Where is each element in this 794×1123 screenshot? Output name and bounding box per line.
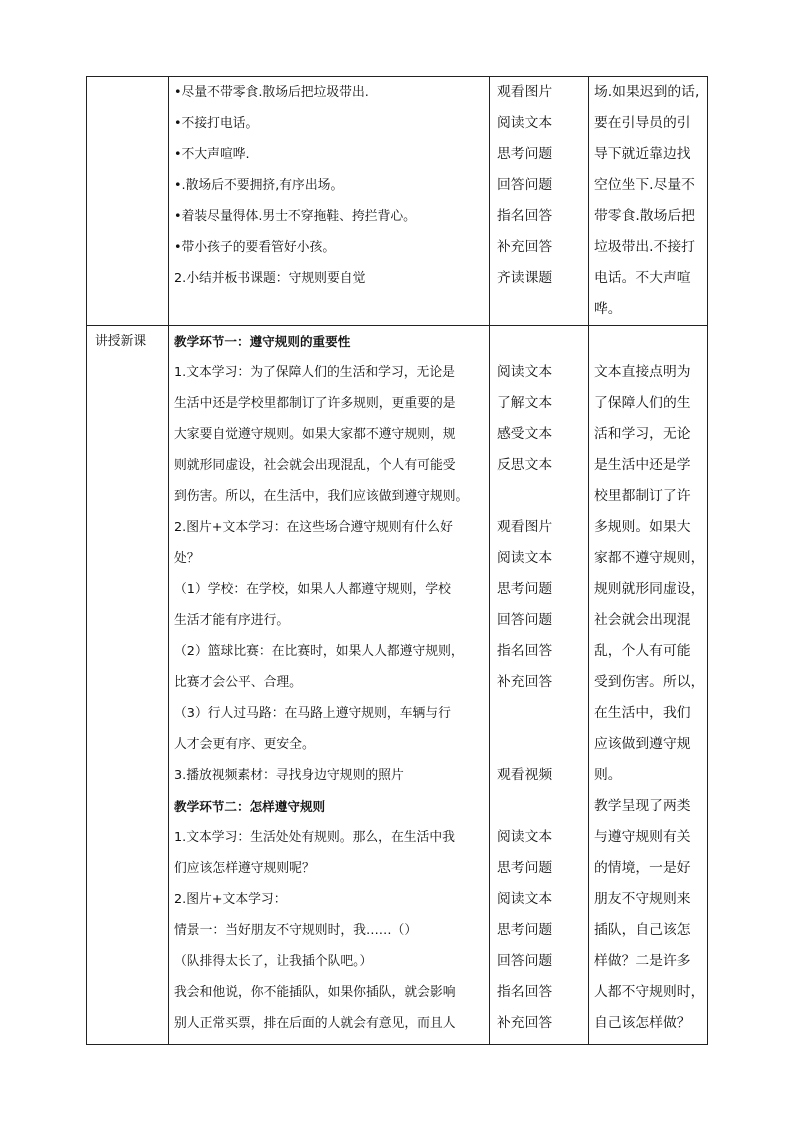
section-heading: 教学环节一：遵守规则的重要性	[174, 334, 351, 349]
activity-line: 阅读文本	[497, 829, 553, 845]
intent-line: 在生活中，我们	[594, 705, 691, 721]
intent-line: 场.如果迟到的话,	[594, 84, 700, 100]
intent-line: 多规则。如果大	[594, 519, 691, 535]
content-line: 别人正常买票，排在后面的人就会有意见，而且人	[174, 1016, 456, 1031]
intent-line: 空位坐下.尽量不	[594, 177, 695, 193]
intent-line: 是生活中还是学	[594, 457, 691, 473]
activity-line: 补充回答	[497, 674, 553, 690]
activity-line: 思考问题	[497, 146, 553, 162]
activity-line: 观看视频	[497, 767, 553, 783]
content-line: 1.文本学习：为了保障人们的生活和学习，无论是	[174, 365, 455, 380]
intent-line: 人都不守规则时，	[594, 984, 705, 1000]
content-line: •不接打电话。	[174, 116, 259, 131]
intent-line: 与遵守规则有关	[594, 829, 691, 845]
activity-line: 回答问题	[497, 177, 553, 193]
activity-line	[497, 698, 584, 729]
table-row	[87, 77, 708, 326]
activity-line: 思考问题	[497, 860, 553, 876]
table-row	[87, 326, 708, 1045]
activity-line: 阅读文本	[497, 364, 553, 380]
content-line: 生活才能有序进行。	[174, 613, 290, 628]
activity-line: 阅读文本	[497, 115, 553, 131]
intent-line: 插队，自己该怎	[594, 922, 691, 938]
content-line: 们应该怎样遵守规则呢？	[174, 861, 315, 876]
intent-line: 受到伤害。所以，	[594, 674, 705, 690]
intent-line: 了保障人们的生	[594, 395, 691, 411]
activity-line: 补充回答	[497, 239, 553, 255]
student-activity-cell	[490, 77, 589, 326]
intent-line: 文本直接点明为	[594, 364, 691, 380]
content-line: 到伤害。所以，在生活中，我们应该做到遵守规则。	[174, 489, 469, 504]
activity-line: 齐读课题	[497, 270, 553, 286]
content-cell	[169, 77, 490, 326]
intent-line: 哗。	[594, 301, 622, 317]
content-line: 则就形同虚设，社会就会出现混乱，个人有可能受	[174, 458, 456, 473]
intent-line: 规则就形同虚设，	[594, 581, 705, 597]
content-line: （1）学校：在学校，如果人人都遵守规则，学校	[174, 582, 451, 597]
intent-line: 家都不遵守规则，	[594, 550, 705, 566]
design-intent-cell	[589, 326, 708, 1045]
lesson-plan-table	[86, 76, 708, 1045]
intent-line: 要在引导员的引	[594, 115, 691, 131]
intent-line: 带零食.散场后把	[594, 208, 695, 224]
section-heading: 教学环节二：怎样遵守规则	[174, 799, 326, 814]
intent-line: 电话。不大声喧	[594, 270, 691, 286]
stage-cell	[87, 326, 169, 1045]
activity-line: 反思文本	[497, 457, 553, 473]
content-line: •着装尽量得体.男士不穿拖鞋、挎拦背心。	[174, 209, 416, 224]
content-line: 2.图片+文本学习：在这些场合遵守规则有什么好	[174, 520, 453, 535]
content-line: （2）篮球比赛：在比赛时，如果人人都遵守规则，	[174, 644, 464, 659]
content-cell	[169, 326, 490, 1045]
content-line: 处？	[174, 551, 200, 566]
activity-line: 观看图片	[497, 84, 553, 100]
activity-line: 阅读文本	[497, 550, 553, 566]
student-activity-cell	[490, 326, 589, 1045]
intent-line: 朋友不守规则来	[594, 891, 691, 907]
stage-label: 讲授新课	[95, 334, 147, 349]
activity-line: 阅读文本	[497, 891, 553, 907]
activity-line: 思考问题	[497, 581, 553, 597]
activity-line	[497, 791, 584, 822]
content-line: 2.图片+文本学习：	[174, 892, 287, 907]
intent-line: 则。	[594, 767, 622, 783]
intent-line: 的情境，一是好	[594, 860, 691, 876]
activity-line: 思考问题	[497, 922, 553, 938]
activity-line	[497, 729, 584, 760]
activity-line: 回答问题	[497, 612, 553, 628]
activity-line	[497, 481, 584, 512]
stage-cell	[87, 77, 169, 326]
content-line: •尽量不带零食.散场后把垃圾带出.	[174, 85, 369, 100]
intent-line: 应该做到遵守规	[594, 736, 691, 752]
activity-line: 感受文本	[497, 426, 553, 442]
activity-line: 补充回答	[497, 1015, 553, 1031]
activity-line: 指名回答	[497, 984, 553, 1000]
content-line: 比赛才会公平、合理。	[174, 675, 302, 690]
activity-line: 回答问题	[497, 953, 553, 969]
content-line: （3）行人过马路：在马路上遵守规则，车辆与行	[174, 706, 451, 721]
intent-line: 校里都制订了许	[594, 488, 691, 504]
intent-line: 自己该怎样做？	[594, 1015, 691, 1031]
content-line: （队排得太长了，让我插个队吧。）	[174, 954, 373, 969]
activity-line: 指名回答	[497, 208, 553, 224]
intent-line: 导下就近靠边找	[594, 146, 691, 162]
content-line: 我会和他说，你不能插队，如果你插队，就会影响	[174, 985, 456, 1000]
activity-line: 了解文本	[497, 395, 553, 411]
content-line: 2.小结并板书课题：守规则要自觉	[174, 271, 366, 286]
intent-line	[594, 326, 704, 357]
content-line: •.散场后不要拥挤,有序出场。	[174, 178, 344, 193]
activity-line: 指名回答	[497, 643, 553, 659]
intent-line: 样做？二是许多	[594, 953, 691, 969]
content-line: 3.播放视频素材：寻找身边守规则的照片	[174, 768, 404, 783]
content-line: 情景一：当好朋友不守规则时，我……（）	[174, 923, 418, 938]
intent-line: 活和学习，无论	[594, 426, 691, 442]
activity-line	[497, 326, 584, 357]
content-line: •不大声喧哗.	[174, 147, 250, 162]
content-line: •带小孩子的要看管好小孩。	[174, 240, 336, 255]
content-line: 人才会更有序、更安全。	[174, 737, 315, 752]
intent-line: 乱，个人有可能	[594, 643, 691, 659]
intent-line: 教学呈现了两类	[594, 798, 691, 814]
intent-line: 社会就会出现混	[594, 612, 691, 628]
intent-line: 垃圾带出.不接打	[594, 239, 695, 255]
design-intent-cell	[589, 77, 708, 326]
content-line: 1.文本学习：生活处处有规则。那么，在生活中我	[174, 830, 455, 845]
content-line: 生活中还是学校里都制订了许多规则，更重要的是	[174, 396, 456, 411]
activity-line: 观看图片	[497, 519, 553, 535]
content-line: 大家要自觉遵守规则。如果大家都不遵守规则，规	[174, 427, 456, 442]
